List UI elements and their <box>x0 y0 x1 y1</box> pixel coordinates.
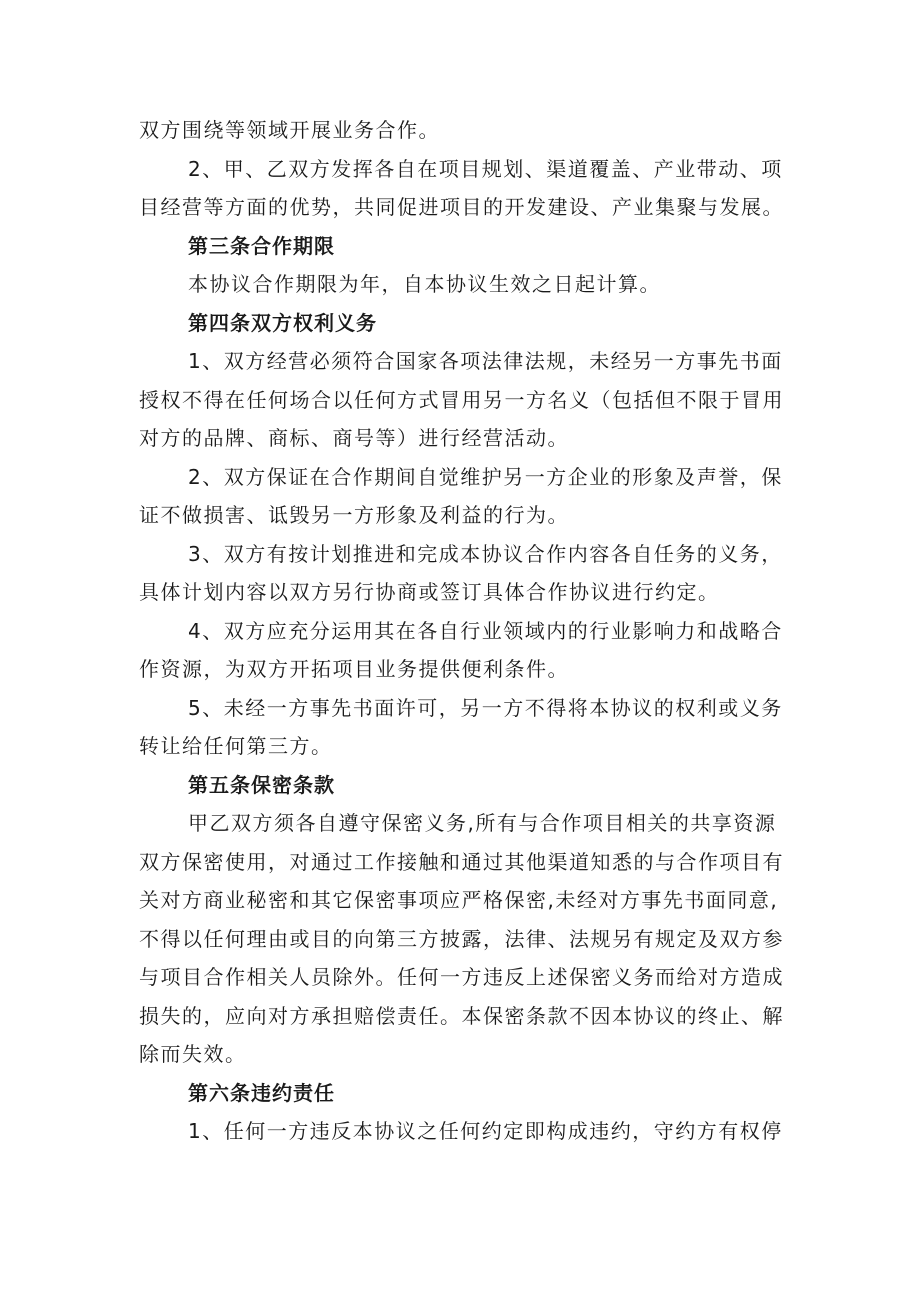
section-heading: 第六条违约责任 <box>188 1080 335 1105</box>
paragraph-line: 具体计划内容以双方另行协商或签订具体合作协议进行约定。 <box>139 580 720 604</box>
paragraph-line: 3、双方有按计划推进和完成本协议合作内容各自任务的义务， <box>188 541 783 566</box>
paragraph-line: 本协议合作期限为年，自本协议生效之日起计算。 <box>188 272 661 296</box>
paragraph-line: 关对方商业秘密和其它保密事项应严格保密,未经对方事先书面同意, <box>139 888 779 912</box>
paragraph-line: 转让给任何第三方。 <box>139 734 333 758</box>
paragraph-line: 与项目合作相关人员除外。任何一方违反上述保密义务而给对方造成 <box>139 965 784 989</box>
paragraph-line: 除而失效。 <box>139 1042 247 1066</box>
paragraph-line: 甲乙双方须各自遵守保密义务,所有与合作项目相关的共享资源 <box>188 811 777 835</box>
paragraph-line: 2、双方保证在合作期间自觉维护另一方企业的形象及声誉，保 <box>188 464 783 489</box>
paragraph-line: 不得以任何理由或目的向第三方披露，法律、法规另有规定及双方参 <box>139 926 784 951</box>
paragraph-line: 双方保密使用，对通过工作接触和通过其他渠道知悉的与合作项目有 <box>139 849 784 874</box>
paragraph-line: 对方的品牌、商标、商号等）进行经营活动。 <box>139 426 569 450</box>
paragraph-line: 证不做损害、诋毁另一方形象及利益的行为。 <box>139 503 569 527</box>
paragraph-line: 1、任何一方违反本协议之任何约定即构成违约，守约方有权停 <box>188 1119 783 1143</box>
paragraph-line: 1、双方经营必须符合国家各项法律法规，未经另一方事先书面 <box>188 349 783 373</box>
section-heading: 第四条双方权利义务 <box>188 310 377 335</box>
paragraph-line: 2、甲、乙双方发挥各自在项目规划、渠道覆盖、产业带动、项 <box>188 156 783 181</box>
document-body <box>139 111 789 1151</box>
section-heading: 第五条保密条款 <box>188 772 335 797</box>
paragraph-line: 5、未经一方事先书面许可，另一方不得将本协议的权利或义务 <box>188 695 783 720</box>
paragraph-line: 4、双方应充分运用其在各自行业领域内的行业影响力和战略合 <box>188 618 783 643</box>
paragraph-line: 作资源，为双方开拓项目业务提供便利条件。 <box>139 657 569 681</box>
paragraph-line: 目经营等方面的优势，共同促进项目的开发建设、产业集聚与发展。 <box>139 195 784 219</box>
section-heading: 第三条合作期限 <box>188 233 335 258</box>
paragraph-line: 授权不得在任何场合以任何方式冒用另一方名义（包括但不限于冒用 <box>139 387 784 412</box>
paragraph-line: 损失的，应向对方承担赔偿责任。本保密条款不因本协议的终止、解 <box>139 1003 784 1028</box>
paragraph-line: 双方围绕等领域开展业务合作。 <box>139 118 440 142</box>
